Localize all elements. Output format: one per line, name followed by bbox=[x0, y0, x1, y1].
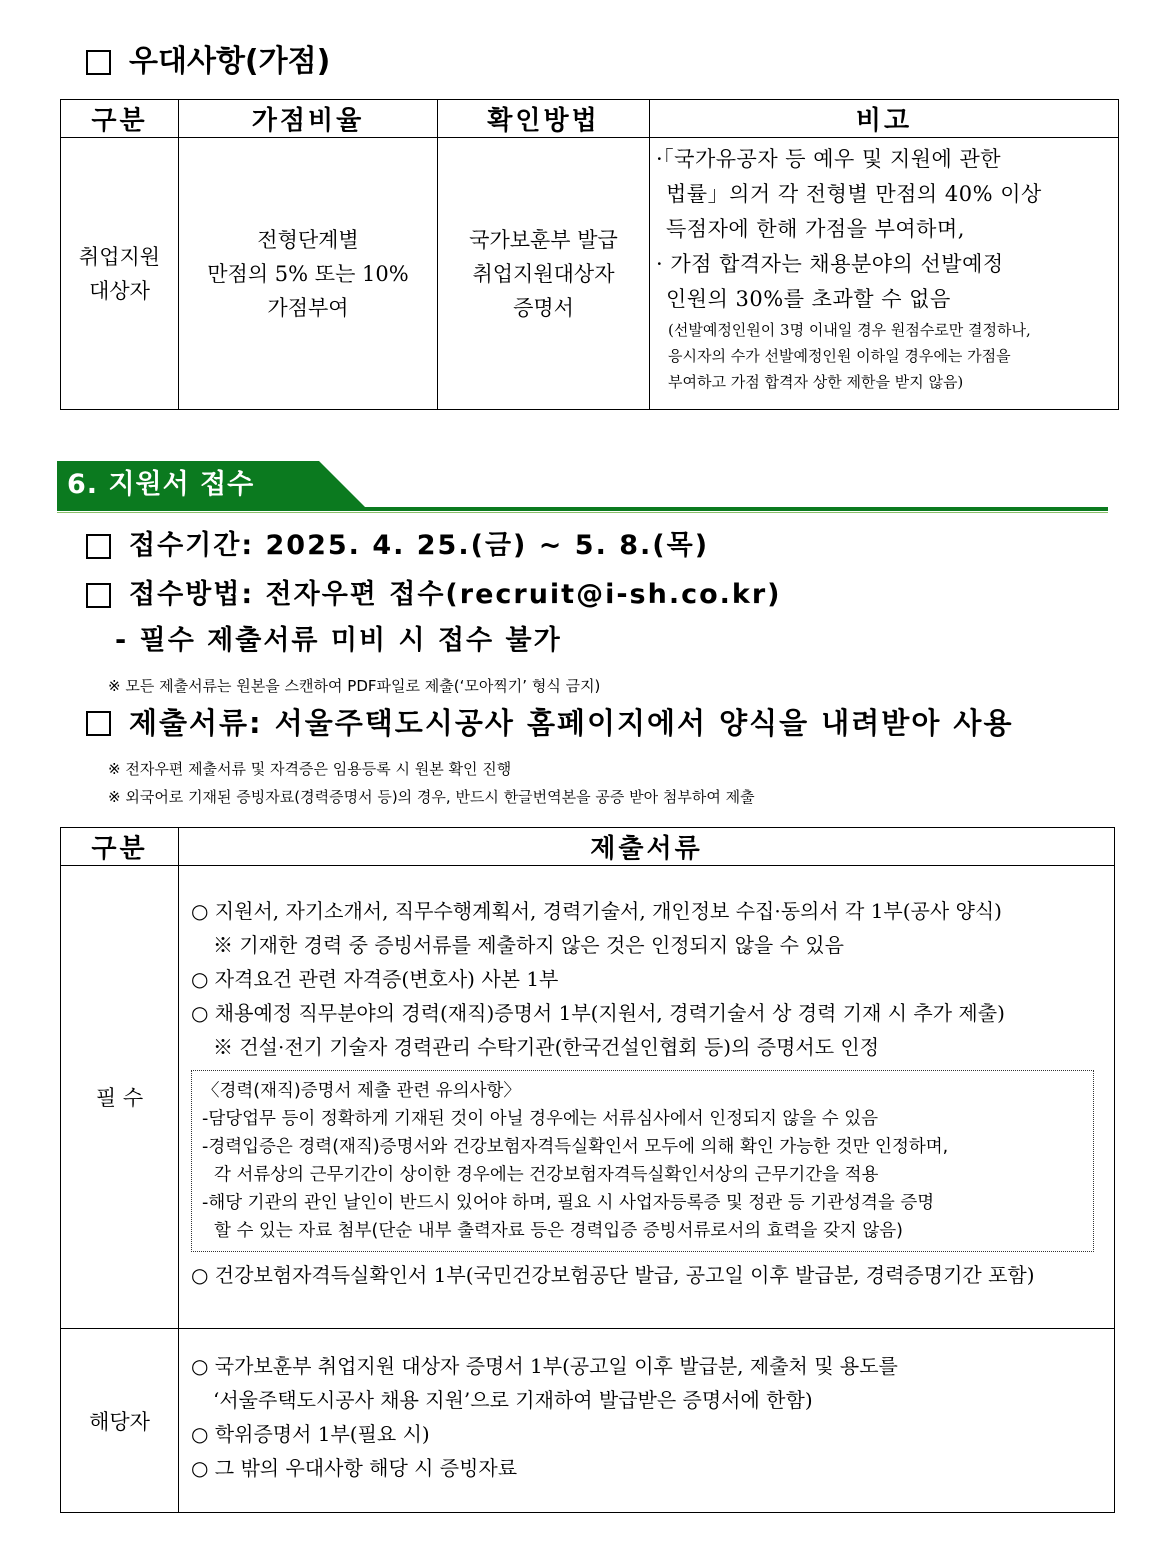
method-cell bbox=[438, 138, 650, 410]
notice-line: 할 수 있는 자료 첨부(단순 내부 출력자료 등은 경력입증 증빙서류로서의 효력을 갖지 않음) bbox=[214, 1221, 903, 1241]
docs-note: ※ 전자우편 제출서류 및 자격증은 임용등록 시 원본 확인 진행 bbox=[108, 760, 512, 778]
note-line: ·「국가유공자 등 예우 및 지원에 관한 bbox=[656, 147, 1002, 171]
pref-heading bbox=[86, 44, 330, 80]
ratio-cell bbox=[179, 138, 438, 410]
table-row bbox=[61, 866, 1115, 1329]
notice-line: 각 서류상의 근무기간이 상이한 경우에는 건강보험자격득실확인서상의 근무기간을 적용 bbox=[214, 1165, 879, 1185]
note-line: · 가점 합격자는 채용분야의 선발예정 bbox=[656, 252, 1004, 276]
method-text: 접수방법: 전자우편 접수(recruit@i-sh.co.kr) bbox=[129, 579, 782, 610]
applicable-label: 해당자 bbox=[61, 1329, 179, 1513]
doc-line: ○ 학위증명서 1부(필요 시) bbox=[191, 1422, 430, 1446]
method-note: ※ 모든 제출서류는 원본을 스캔하여 PDF파일로 제출(‘모아찍기’ 형식 금지) bbox=[108, 677, 601, 695]
note-line: 득점자에 한해 가점을 부여하며, bbox=[666, 217, 965, 241]
notice-line: -담당업무 등이 정확하게 기재된 것이 아닐 경우에는 서류심사에서 인정되지 않을 수 있음 bbox=[202, 1109, 879, 1129]
doc-line: ○ 채용예정 직무분야의 경력(재직)증명서 1부(지원서, 경력기술서 상 경력 기재 시 추가 제출) bbox=[191, 1001, 1005, 1025]
pref-table bbox=[60, 99, 1119, 410]
doc-line: ○ 국가보훈부 취업지원 대상자 증명서 1부(공고일 이후 발급분, 제출처 및 용도를 bbox=[191, 1354, 898, 1378]
docs-table bbox=[60, 827, 1115, 1513]
col-header-ratio: 가점비율 bbox=[179, 100, 438, 138]
period-text: 접수기간: 2025. 4. 25.(금) ~ 5. 8.(목) bbox=[129, 530, 710, 561]
required-label: 필 수 bbox=[61, 866, 179, 1329]
note-small-line: 부여하고 가점 합격자 상한 제한을 받지 않음) bbox=[668, 373, 964, 391]
col-header-category: 구분 bbox=[61, 828, 179, 866]
docs-note: ※ 외국어로 기재된 증빙자료(경력증명서 등)의 경우, 반드시 한글번역본을 공증 받아 첨부하여 제출 bbox=[108, 788, 755, 806]
method-line: 국가보훈부 발급 bbox=[469, 227, 618, 252]
col-header-category: 구분 bbox=[61, 100, 179, 138]
required-cell bbox=[179, 866, 1115, 1329]
checkbox-square-icon bbox=[86, 711, 111, 736]
pref-table-header bbox=[61, 100, 1119, 138]
checkbox-square-icon bbox=[86, 534, 111, 559]
docs-text: 제출서류: 서울주택도시공사 홈페이지에서 양식을 내려받아 사용 bbox=[129, 706, 1014, 740]
doc-line: ‘서울주택도시공사 채용 지원’으로 기재하여 발급받은 증명서에 한함) bbox=[213, 1388, 813, 1412]
note-small-line: (선발예정인원이 3명 이내일 경우 원점수로만 결정하나, bbox=[668, 321, 1031, 339]
notice-box bbox=[191, 1070, 1094, 1252]
method-heading bbox=[86, 577, 782, 613]
category-line: 대상자 bbox=[89, 278, 150, 303]
ratio-line: 가점부여 bbox=[267, 295, 349, 320]
note-line: 인원의 30%를 초과할 수 없음 bbox=[666, 287, 951, 311]
section-divider bbox=[57, 507, 1108, 511]
ratio-line: 만점의 5% 또는 10% bbox=[207, 261, 409, 286]
period-heading bbox=[86, 528, 709, 564]
notice-line: 〈경력(재직)증명서 제출 관련 유의사항〉 bbox=[202, 1081, 521, 1101]
method-sub: - 필수 제출서류 미비 시 접수 불가 bbox=[115, 625, 562, 656]
method-line: 취업지원대상자 bbox=[472, 261, 615, 286]
doc-line: ※ 건설·전기 기술자 경력관리 수탁기관(한국건설인협회 등)의 증명서도 인정 bbox=[213, 1035, 880, 1059]
note-line: 법률」의거 각 전형별 만점의 40% 이상 bbox=[666, 182, 1042, 206]
applicable-cell bbox=[179, 1329, 1115, 1513]
note-cell bbox=[650, 138, 1119, 410]
category-line: 취업지원 bbox=[78, 244, 161, 269]
method-line: 증명서 bbox=[513, 295, 574, 320]
pref-heading-text: 우대사항(가점) bbox=[129, 44, 331, 79]
category-cell bbox=[61, 138, 179, 410]
doc-line: ○ 지원서, 자기소개서, 직무수행계획서, 경력기술서, 개인정보 수집·동의서 각 1부(공사 양식) bbox=[191, 899, 1002, 923]
checkbox-square-icon bbox=[86, 583, 111, 608]
section-title: 6. 지원서 접수 bbox=[67, 469, 255, 500]
section-divider-thin bbox=[57, 512, 1108, 513]
notice-line: -경력입증은 경력(재직)증명서와 건강보험자격득실확인서 모두에 의해 확인 가능한 것만 인정하며, bbox=[202, 1137, 949, 1157]
table-row bbox=[61, 1329, 1115, 1513]
note-small-line: 응시자의 수가 선발예정인원 이하일 경우에는 가점을 bbox=[668, 347, 1011, 365]
ratio-line: 전형단계별 bbox=[257, 227, 359, 252]
doc-line: ※ 기재한 경력 중 증빙서류를 제출하지 않은 것은 인정되지 않을 수 있음 bbox=[213, 933, 844, 957]
doc-line: ○ 그 밖의 우대사항 해당 시 증빙자료 bbox=[191, 1456, 518, 1480]
doc-line: ○ 건강보험자격득실확인서 1부(국민건강보험공단 발급, 공고일 이후 발급분, 경력증명기간 포함) bbox=[191, 1263, 1035, 1287]
doc-line: ○ 자격요건 관련 자격증(변호사) 사본 1부 bbox=[191, 967, 559, 991]
col-header-docs: 제출서류 bbox=[179, 828, 1115, 866]
notice-line: -해당 기관의 관인 날인이 반드시 있어야 하며, 필요 시 사업자등록증 및 정관 등 기관성격을 증명 bbox=[202, 1193, 935, 1213]
checkbox-square-icon bbox=[86, 50, 111, 75]
table-row bbox=[61, 138, 1119, 410]
docs-table-header bbox=[61, 828, 1115, 866]
col-header-note: 비고 bbox=[650, 100, 1119, 138]
docs-heading bbox=[86, 705, 1013, 741]
col-header-method: 확인방법 bbox=[438, 100, 650, 138]
